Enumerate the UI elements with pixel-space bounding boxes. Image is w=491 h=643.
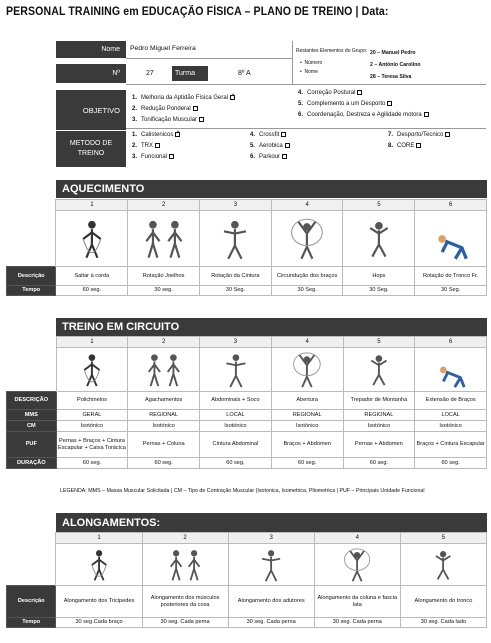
exercise-image <box>343 348 415 392</box>
circuit-cell: Braços + Abdomen <box>271 432 343 458</box>
exercise-figure-icon <box>317 547 397 583</box>
circuit-cell: 60 seg. <box>271 458 343 469</box>
stretch-description: Alongamento dos adutores <box>228 586 314 618</box>
checkbox-icon[interactable] <box>155 143 160 148</box>
option-text: CORE <box>397 143 415 150</box>
exercise-time: 30 Seg. <box>415 286 487 296</box>
option-number: 6. <box>250 154 256 161</box>
metodos-option-6[interactable] <box>250 154 287 160</box>
circuit-cell: Braços + Cintura Escapular <box>415 432 487 458</box>
option-number: 2. <box>132 143 138 150</box>
circuit-cell: Pernas + Abdomen <box>343 432 415 458</box>
circuit-cell: Isotónico <box>343 421 415 432</box>
option-number: 4. <box>298 90 304 97</box>
row-label: Tempo <box>7 618 56 628</box>
circuit-cell: LOCAL <box>200 410 272 421</box>
row-label: CM <box>7 421 57 432</box>
row-label: PUF <box>7 432 57 458</box>
checkbox-icon[interactable] <box>285 143 290 148</box>
row-label: Tempo <box>7 286 56 296</box>
group-member-2: 2 – António Carolino <box>370 62 421 68</box>
stretch-time: 30 seg. Cada lado <box>400 618 486 628</box>
exercise-number: 6 <box>415 200 487 211</box>
option-text: Parkour <box>259 154 281 161</box>
objetivos-option-3[interactable] <box>132 117 204 123</box>
circuit-cell: 60 seg. <box>200 458 272 469</box>
exercise-image <box>128 348 200 392</box>
stretch-description: Alongamento do tronco <box>400 586 486 618</box>
stretch-description: Alongamento dos músculos posteriores da coxa <box>142 586 228 618</box>
circuit-cell: 60 seg. <box>128 458 200 469</box>
option-number: 4. <box>250 132 256 139</box>
circuit-cell: REGIONAL <box>128 410 200 421</box>
exercise-time: 60 seg. <box>56 286 128 296</box>
circuit-cell: Isotónico <box>415 421 487 432</box>
metodos-option-2[interactable] <box>132 143 160 149</box>
option-number: 8. <box>388 143 394 150</box>
checkbox-icon[interactable] <box>282 154 287 159</box>
exercise-number: 1 <box>56 200 128 211</box>
exercise-number: 5 <box>343 337 415 348</box>
exercise-image <box>400 544 486 586</box>
circuit-cell: Isotónico <box>271 421 343 432</box>
objetivo-label: OBJETIVO <box>56 90 126 130</box>
checkbox-icon[interactable] <box>357 90 362 95</box>
row-label: Descrição <box>7 267 56 286</box>
checkbox-icon[interactable] <box>416 143 421 148</box>
option-text: Aerobica <box>259 143 283 150</box>
stretch-time: 30 seg. Cada perna <box>314 618 400 628</box>
exercise-figure-icon <box>274 351 340 389</box>
option-text: Coordenação, Destreza e Agilidade motora <box>307 112 422 119</box>
exercise-description: Saltar à corda <box>56 267 128 286</box>
circuit-cell: 60 seg. <box>415 458 487 469</box>
option-number: 3. <box>132 117 138 124</box>
exercise-number: 3 <box>199 200 271 211</box>
option-text: Redução Ponderal <box>141 106 191 113</box>
option-text: Crossfit <box>259 132 280 139</box>
exercise-figure-icon <box>346 351 412 389</box>
checkbox-icon[interactable] <box>281 132 286 137</box>
option-number: 2. <box>132 106 138 113</box>
checkbox-icon[interactable] <box>445 132 450 137</box>
option-number: 3. <box>132 154 138 161</box>
option-text: Calistenicos <box>141 132 174 139</box>
exercise-description: Rotação Joelhos <box>128 267 200 286</box>
page-title: PERSONAL TRAINING em EDUCAÇÃO FÍSICA – PLANO DE TREINO | Data: <box>6 6 389 18</box>
exercise-number: 5 <box>343 200 415 211</box>
num-label: Nº <box>56 64 126 83</box>
exercise-figure-icon <box>131 214 197 264</box>
exercise-image <box>56 348 128 392</box>
circuit-cell: REGIONAL <box>271 410 343 421</box>
exercise-figure-icon <box>203 351 269 389</box>
exercise-image <box>271 211 343 267</box>
checkbox-icon[interactable] <box>193 106 198 111</box>
row-label: DESCRIÇÃO <box>7 392 57 410</box>
option-text: Melhoria da Aptidão Física Geral <box>141 95 229 102</box>
exercise-number: 3 <box>200 337 272 348</box>
objetivos-option-4[interactable] <box>298 90 362 96</box>
exercise-image <box>271 348 343 392</box>
nome-label: Nome <box>56 41 126 58</box>
exercise-image <box>56 211 128 267</box>
exercise-figure-icon <box>274 214 340 264</box>
group-member-1: 20 – Manuel Pedro <box>370 50 416 56</box>
circuito-table <box>6 336 487 469</box>
option-number: 1. <box>132 95 138 102</box>
exercise-number: 4 <box>271 337 343 348</box>
metodos-option-3[interactable] <box>132 154 174 160</box>
checkbox-icon[interactable] <box>169 154 174 159</box>
alongamentos-table <box>6 532 487 628</box>
exercise-figure-icon <box>418 214 484 264</box>
checkbox-icon[interactable] <box>199 117 204 122</box>
exercise-figure-icon <box>403 547 483 583</box>
exercise-image <box>142 544 228 586</box>
option-number: 5. <box>298 101 304 108</box>
exercise-number: 1 <box>56 533 142 544</box>
exercise-time: 30 Seg. <box>343 286 415 296</box>
circuito-title: TREINO EM CIRCUITO <box>56 318 487 336</box>
checkbox-icon[interactable] <box>175 132 180 137</box>
option-number: 7. <box>388 132 394 139</box>
metodos-option-5[interactable] <box>250 143 290 149</box>
metodo-label: METODO DE TREINO <box>56 131 126 167</box>
row-label: Descrição <box>7 586 56 618</box>
exercise-image <box>314 544 400 586</box>
circuit-cell: Abdominais + Soco <box>200 392 272 410</box>
circuit-cell: Extensão de Braços <box>415 392 487 410</box>
objetivos-option-1[interactable] <box>132 95 235 101</box>
exercise-figure-icon <box>231 547 311 583</box>
aquecimento-title: AQUECIMENTO <box>56 180 487 198</box>
exercise-figure-icon <box>59 214 125 264</box>
checkbox-icon[interactable] <box>387 101 392 106</box>
objetivos-option-2[interactable] <box>132 106 198 112</box>
exercise-description: Hops <box>343 267 415 286</box>
exercise-image <box>200 348 272 392</box>
circuit-cell: 60 seg. <box>343 458 415 469</box>
circuit-cell: LOCAL <box>415 410 487 421</box>
circuit-cell: 60 seg. <box>56 458 128 469</box>
option-text: Desporto/Tecnico <box>397 132 444 139</box>
exercise-image <box>56 544 142 586</box>
option-text: Complemento a um Desporto <box>307 101 386 108</box>
option-text: Funcional <box>141 154 168 161</box>
stretch-description: Alongamento dos Tricipedes <box>56 586 142 618</box>
alongamentos-title: ALONGAMENTOS: <box>56 513 487 532</box>
circuit-cell: Agachamentos <box>128 392 200 410</box>
metodos-option-1[interactable] <box>132 132 180 138</box>
exercise-description: Rotação da Cintura <box>199 267 271 286</box>
exercise-figure-icon <box>418 351 484 389</box>
option-number: 5. <box>250 143 256 150</box>
exercise-number: 5 <box>400 533 486 544</box>
exercise-number: 3 <box>228 533 314 544</box>
exercise-image <box>199 211 271 267</box>
metodos-option-8[interactable] <box>388 143 421 149</box>
circuit-cell: Cintura Abdominal <box>200 432 272 458</box>
legend-text: LEGENDA: MMS – Massa Muscular Solicitada | CM – Tipo de Contração Muscular (Isotonica, Isometrica, Pliometrica | PUF – Principais Unidade Funcional <box>60 488 425 494</box>
circuit-cell: Isotónico <box>200 421 272 432</box>
exercise-description: Circundução dos braços <box>271 267 343 286</box>
circuit-cell: Isotónico <box>56 421 128 432</box>
exercise-image <box>415 211 487 267</box>
exercise-number: 1 <box>56 337 128 348</box>
group-nome: • Nome <box>300 69 318 75</box>
option-text: Correção Postural <box>307 90 356 97</box>
option-text: Tonificação Muscular <box>141 117 198 124</box>
stretch-description: Alongamento da coluna e fascia lata <box>314 586 400 618</box>
aquecimento-table <box>6 199 487 296</box>
exercise-figure-icon <box>59 351 125 389</box>
exercise-figure-icon <box>346 214 412 264</box>
exercise-number: 2 <box>142 533 228 544</box>
option-text: TRX <box>141 143 154 150</box>
metodos-option-4[interactable] <box>250 132 286 138</box>
exercise-number: 4 <box>314 533 400 544</box>
exercise-time: 30 seg. <box>128 286 200 296</box>
objetivos-option-6[interactable] <box>298 112 429 118</box>
exercise-image <box>128 211 200 267</box>
stretch-time: 30 seg. Cada perna <box>228 618 314 628</box>
exercise-image <box>343 211 415 267</box>
turma-label: Turma <box>172 66 208 81</box>
turma-value[interactable]: 8º A <box>238 70 251 77</box>
circuit-cell: Abertura <box>271 392 343 410</box>
exercise-time: 30 Seg. <box>271 286 343 296</box>
stretch-time: 30 seg.Cada braço <box>56 618 142 628</box>
exercise-figure-icon <box>202 214 268 264</box>
option-number: 1. <box>132 132 138 139</box>
exercise-image <box>415 348 487 392</box>
circuit-cell: Trepador de Montanha <box>343 392 415 410</box>
circuit-cell: Polichinelos <box>56 392 128 410</box>
metodos-option-7[interactable] <box>388 132 450 138</box>
exercise-time: 30 Seg. <box>199 286 271 296</box>
exercise-number: 2 <box>128 200 200 211</box>
exercise-number: 6 <box>415 337 487 348</box>
objetivos-option-5[interactable] <box>298 101 392 107</box>
stretch-time: 30 seg. Cada perna <box>142 618 228 628</box>
exercise-figure-icon <box>131 351 197 389</box>
exercise-number: 4 <box>271 200 343 211</box>
group-numero: • Número <box>300 60 323 66</box>
circuit-cell: REGIONAL <box>343 410 415 421</box>
num-value[interactable]: 27 <box>146 70 154 77</box>
option-number: 6. <box>298 112 304 119</box>
row-label: DURAÇÃO <box>7 458 57 469</box>
checkbox-icon[interactable] <box>424 112 429 117</box>
circuit-cell: Pernas + Coluna <box>128 432 200 458</box>
exercise-description: Rotação do Tronco Fr. <box>415 267 487 286</box>
exercise-figure-icon <box>145 547 225 583</box>
exercise-number: 2 <box>128 337 200 348</box>
circuit-cell: Isotónico <box>128 421 200 432</box>
exercise-image <box>228 544 314 586</box>
exercise-figure-icon <box>59 547 139 583</box>
checkbox-icon[interactable] <box>230 95 235 100</box>
nome-value[interactable]: Pedro Miguel Ferreira <box>130 45 196 52</box>
group-member-3: 28 – Teresa Silva <box>370 74 412 80</box>
group-title: Restantes Elementos do Grupo: <box>296 48 368 54</box>
circuit-cell: GERAL <box>56 410 128 421</box>
circuit-cell: Pernas + Braços + Cintura Escapular + Caixa Torácica <box>56 432 128 458</box>
row-label: MMS <box>7 410 57 421</box>
